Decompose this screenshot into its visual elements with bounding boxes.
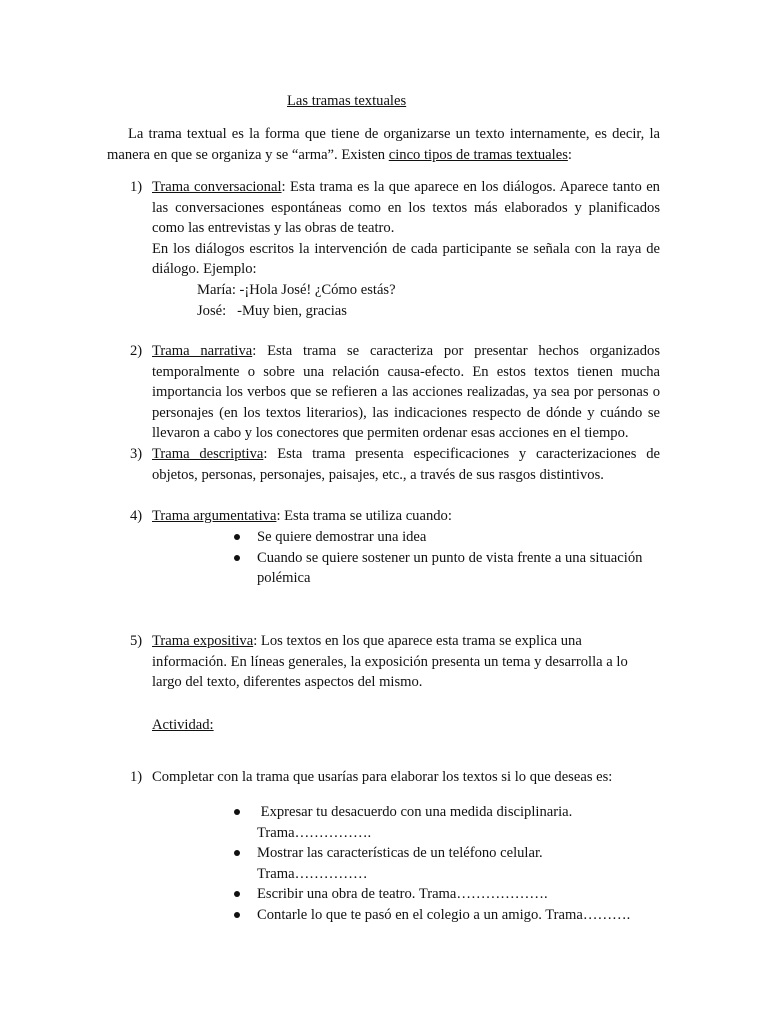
item-paragraph <box>152 444 660 485</box>
bullet-icon <box>234 891 240 897</box>
bullet-item: Cuando se quiere sostener un punto de vista frente a una situación polémica <box>230 548 660 589</box>
item-text: : Los textos en los que aparece esta trama se explica una información. En líneas generales, la exposición presenta un tema y desarrolla a lo largo del texto, diferentes aspectos del mismo. <box>152 633 628 691</box>
item-paragraph <box>152 177 660 239</box>
intro-text: La trama textual es la forma que tiene de organizarse un texto internamente, es decir, la manera en que se organiza y se “arma”. Existen <box>107 126 660 163</box>
bullet-icon <box>234 534 240 540</box>
item-paragraph <box>152 506 660 527</box>
item-number: 1) <box>130 769 143 785</box>
dialog-line: María: -¡Hola José! ¿Cómo estás? <box>197 281 396 298</box>
bullet-item: Expresar tu desacuerdo con una medida disciplinaria. Trama……………. <box>230 802 640 843</box>
item-number: 3) <box>130 446 143 462</box>
item-number: 4) <box>130 508 143 524</box>
item-number: 2) <box>130 343 143 359</box>
item-number: 1) <box>130 179 143 195</box>
item-text: : Esta trama se utiliza cuando: <box>276 508 452 524</box>
bullet-item: Escribir una obra de teatro. Trama………………. <box>230 884 640 905</box>
bullet-item: Contarle lo que te pasó en el colegio a un amigo. Trama………. <box>230 905 640 926</box>
bullet-icon <box>234 809 240 815</box>
bullet-item: Mostrar las características de un teléfono celular. Trama…………… <box>230 843 640 884</box>
item-term: Trama descriptiva <box>152 446 264 462</box>
item-text: : Esta trama presenta especificaciones y caracterizaciones de objetos, personas, personajes, paisajes, etc., a través de sus rasgos distintivos. <box>152 446 660 483</box>
intro-underlined: cinco tipos de tramas textuales <box>388 146 568 163</box>
item-term: Trama narrativa <box>152 343 253 359</box>
bullet-icon <box>234 912 240 918</box>
item-text: : Esta trama se caracteriza por presentar hechos organizados temporalmente o sobre una relación causa-efecto. En estos textos tienen mucha importancia los verbos que se refieren a las acciones realizadas, ya sea por personas o personajes (en los textos literarios), las indicaciones respecto de dónde y cuándo se llevaron a cabo y los conectores que permiten ordenar esas acciones en el tiempo. <box>152 343 660 442</box>
item-text: : Esta trama es la que aparece en los diálogos. Aparece tanto en las conversaciones espontáneas como en los textos más elaborados y planificados como las entrevistas y las obras de teatro. <box>152 179 660 237</box>
activity-bullets <box>230 802 640 926</box>
intro-end: : <box>567 146 572 163</box>
dialog-line: José: -Muy bien, gracias <box>197 302 347 319</box>
activity-title: Actividad: <box>152 717 214 733</box>
item-paragraph-2: En los diálogos escritos la intervención de cada participante se señala con la raya de diálogo. Ejemplo: <box>152 240 660 278</box>
item-paragraph <box>152 341 660 444</box>
bullet-icon <box>234 555 240 561</box>
item-paragraph <box>152 631 660 693</box>
activity-instruction: Completar con la trama que usarías para elaborar los textos si lo que deseas es: <box>152 769 613 785</box>
item-number: 5) <box>130 633 143 649</box>
item-term: Trama argumentativa <box>152 508 277 524</box>
argumentativa-bullets <box>230 527 660 589</box>
document-title: Las tramas textuales <box>287 93 407 109</box>
bullet-icon <box>234 850 240 856</box>
bullet-item: Se quiere demostrar una idea <box>230 527 660 548</box>
dialog-example <box>152 280 660 321</box>
item-term: Trama conversacional <box>152 179 282 195</box>
intro-paragraph <box>107 124 660 165</box>
item-term: Trama expositiva <box>152 633 254 649</box>
